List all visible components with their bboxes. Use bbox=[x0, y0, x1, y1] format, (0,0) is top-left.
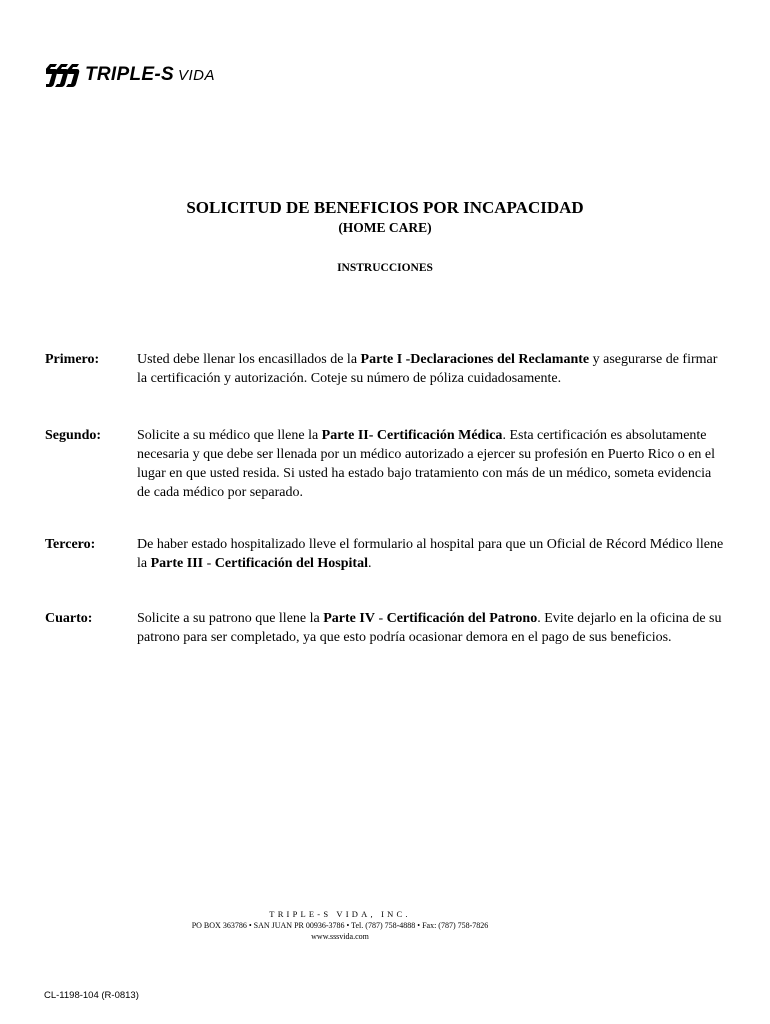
step-label: Tercero: bbox=[45, 537, 96, 552]
instructions-heading: INSTRUCCIONES bbox=[337, 262, 433, 274]
logo-product: VIDA bbox=[177, 66, 215, 84]
footer-address: PO BOX 363786 • SAN JUAN PR 00936-3786 • Tel. (787) 758-4888 • Fax: (787) 758-7826 bbox=[191, 921, 489, 930]
company-logo bbox=[46, 60, 215, 90]
logo-brand: TRIPLE-S bbox=[85, 64, 174, 85]
step-label: Primero: bbox=[45, 352, 100, 367]
document-title: SOLICITUD DE BENEFICIOS POR INCAPACIDAD bbox=[186, 198, 584, 217]
footer-company: TRIPLE-S VIDA, INC. bbox=[269, 909, 411, 919]
step-text: Solicite a su patrono que llene la Parte IV - Certificación del Patrono. Evite dejarlo en la oficina de su patrono para ser completado, ya que esto podría ocasionar demora en el pago de sus beneficios. bbox=[137, 611, 722, 645]
footer-website: www.sssvida.com bbox=[311, 932, 369, 941]
step-text: Usted debe llenar los encasillados de la Parte I -Declaraciones del Reclamante y asegurarse de firmar la certificación y autorización. Coteje su número de póliza cuidadosamente. bbox=[137, 352, 718, 386]
document-subtitle: (HOME CARE) bbox=[338, 220, 432, 235]
triple-s-logo-icon bbox=[46, 62, 82, 88]
footer bbox=[160, 909, 520, 942]
step-text: Solicite a su médico que llene la Parte II- Certificación Médica. Esta certificación es absolutamente necesaria y que debe ser llenada por un médico autorizado a ejercer su profesión en Puerto Rico o en el lugar en que usted resida. Si usted ha estado bajo tratamiento con más de un médico, someta evidencia de cada médico por separado. bbox=[137, 428, 716, 500]
document-code: CL-1198-104 (R-0813) bbox=[44, 990, 139, 1001]
step-label: Segundo: bbox=[45, 428, 102, 443]
step-text: De haber estado hospitalizado lleve el formulario al hospital para que un Oficial de Récord Médico llene la Parte III - Certificación del Hospital. bbox=[137, 537, 724, 571]
step-label: Cuarto: bbox=[45, 611, 93, 626]
